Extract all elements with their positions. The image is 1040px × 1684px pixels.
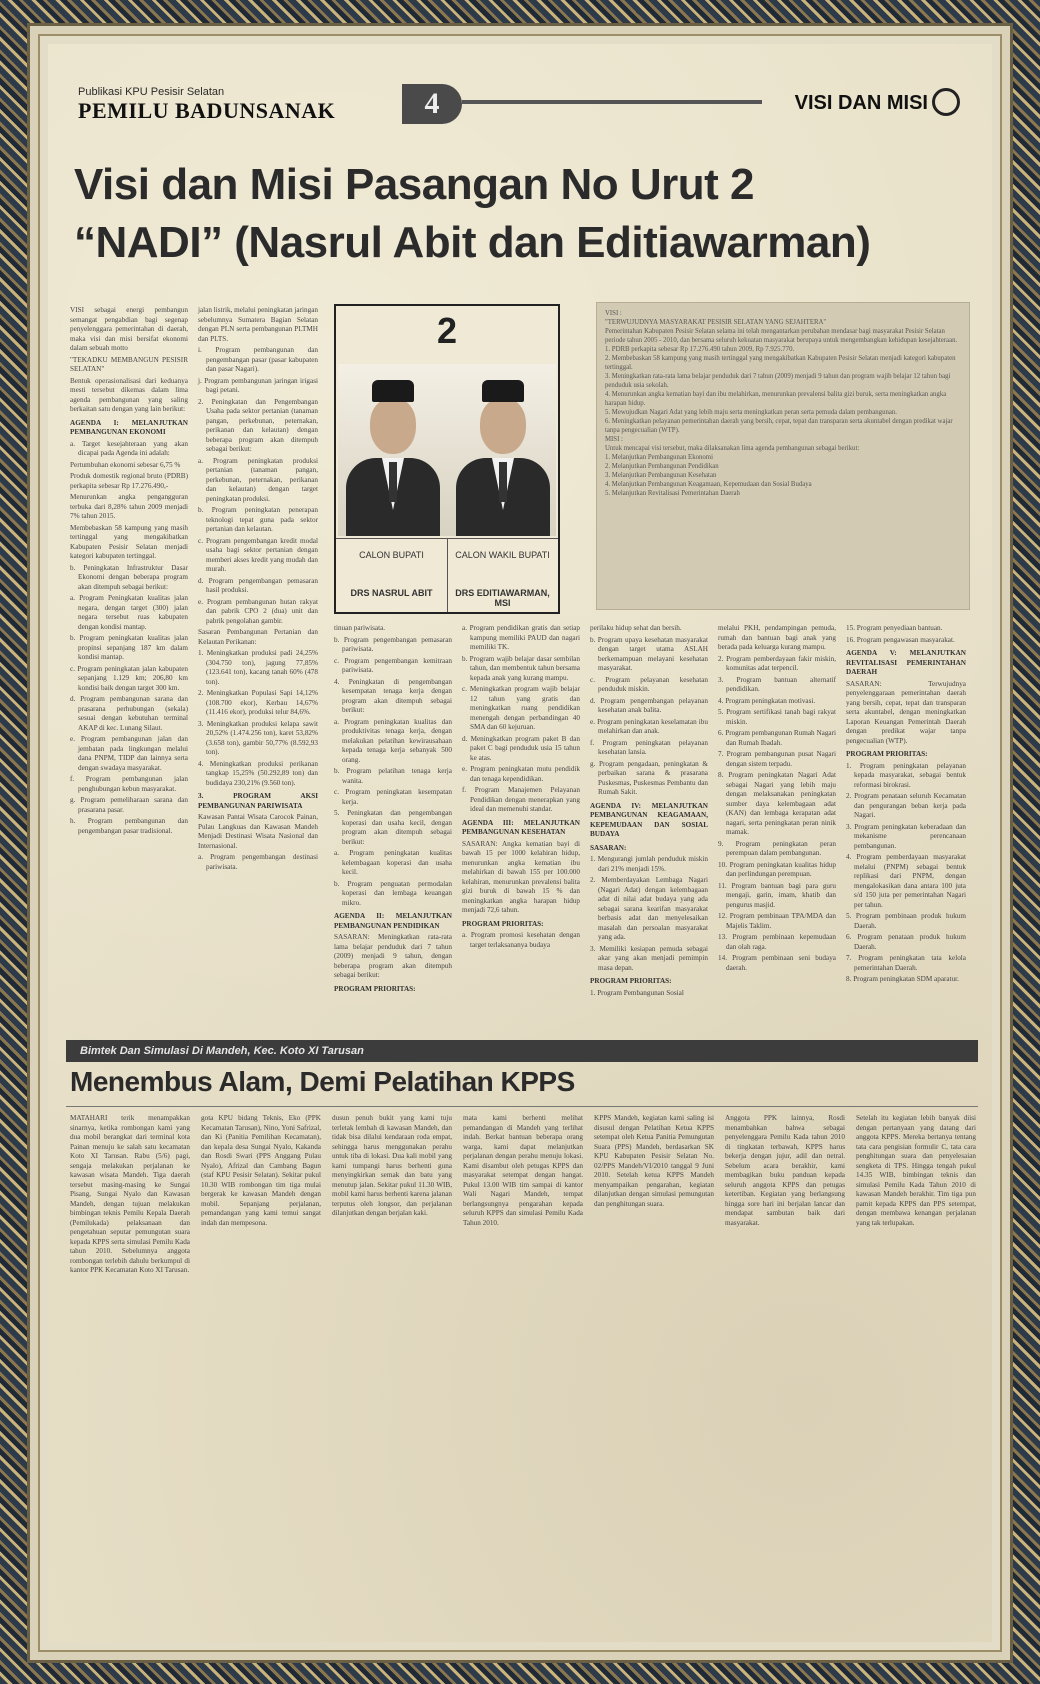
column-paragraph: b. Program peningkatan kualitas jalan propinsi sepanjang 187 km dalam kondisi mantap. <box>70 634 188 661</box>
column-paragraph: 1. Program peningkatan pelayanan kepada masyarakat, sebagai bentuk reformasi birokrasi. <box>846 761 966 789</box>
column-paragraph: jalan listrik, melalui peningkatan jaringan sebelumnya Sumatera Bagian Selatan dengan PLN serta pembangunan PLTMH dan PLTS. <box>198 306 318 343</box>
column-subheading: PROGRAM PRIORITAS: <box>590 977 672 985</box>
publisher-line: Publikasi KPU Pesisir Selatan <box>78 86 225 98</box>
column-paragraph: 2. Meningkatkan Populasi Sapi 14,12% (108.700 ekor), Kerbau 14,67% (11.416 ekor), produksi telur 84,6%. <box>198 689 318 716</box>
article2-column <box>725 1114 845 1614</box>
column-subheading: AGENDA IV: MELANJUTKAN PEMBANGUNAN KEAGAMAAN, KEPEMUDAAN DAN SOSIAL BUDAYA <box>590 801 708 838</box>
column-subheading: MISI : <box>605 436 623 443</box>
column-paragraph: 10. Program peningkatan kualitas hidup dan perlindungan perempuan. <box>718 860 836 878</box>
role-wakil-bupati: CALON WAKIL BUPATI <box>455 550 550 560</box>
column-paragraph: Sasaran Pembangunan Pertanian dan Kelautan Perikanan: <box>198 628 318 646</box>
column-paragraph: 6. Meningkatkan pelayanan pemerintahan daerah yang bersih, cepat, tepat dan transparan serta akuntabel dengan predikat wajar tanpa pengecualian (WTP). <box>605 418 953 434</box>
column-paragraph: 2. Program pemberdayaan fakir miskin, komunitas adat terpencil. <box>718 654 836 672</box>
column-paragraph: 1. Meningkatkan produksi padi 24,25% (304.750 ton), jagung 77,85% (123.641 ton), kacang tanah 60% (478 ton). <box>198 649 318 686</box>
column-paragraph: e. Program peningkatan mutu pendidik dan tenaga kependidikan. <box>462 765 580 783</box>
column-paragraph: 4. Peningkatan di pengembangan kesempatan tenaga kerja dengan program akan ditempuh sebagai berikut: <box>334 677 452 714</box>
column-paragraph: 5. Peningkatan dan pengembangan koperasi dan usaha kecil, dengan program akan ditempuh sebagai berikut: <box>334 809 452 846</box>
column-paragraph: 8. Program peningkatan SDM aparatur. <box>846 975 959 983</box>
column-paragraph: e. Program pembangunan hutan rakyat dan pabrik CPO 2 (dua) unit dan pabrik pengolahan gambir. <box>198 597 318 625</box>
column-subheading: VISI : <box>605 310 622 317</box>
page-number: 4 <box>402 84 462 124</box>
column-paragraph: g. Program pengadaan, peningkatan & perbaikan sarana & prasarana Puskesmas, Puskesmas Pembantu dan Rumah Sakit. <box>590 759 708 796</box>
column-paragraph: a. Program peningkatan produksi pertanian (tanaman pangan, perkebunan, peternakan, perikanan dan kelautan) dengan target peningkatan produksi. <box>198 456 318 503</box>
column-subheading: PROGRAM PRIORITAS: <box>846 750 928 758</box>
column-paragraph: a. Program Peningkatan kualitas jalan negara, dengan target (300) jalan negara tersebut ruas kabupaten dengan kondisi mantap. <box>70 594 188 631</box>
article2-kicker: Bimtek Dan Simulasi Di Mandeh, Kec. Koto XI Tarusan <box>66 1040 978 1062</box>
column-paragraph: b. Peningkatan Infrastruktur Dasar Ekonomi dengan beberapa program akan ditempuh sebagai berikut: <box>70 563 188 591</box>
column-paragraph: Anggota PPK lainnya, Rosdi menambahkan bahwa sebagai penyelenggara Pemilu Kada tahun 2010 di tingkatan terbawah, KPPS harus bekerja dengan jujur, adil dan netral. Sebelum acara berakhir, kami membagikan buku panduan kepada seluruh anggota KPPS dan petugas ketertiban. Kegiatan yang berlangsung hingga sore hari ini berjalan lancar dan mendapat sambutan baik dari masyarakat. <box>725 1114 845 1227</box>
name-wakil-bupati: DRS EDITIAWARMAN, MSI <box>455 588 550 608</box>
column-paragraph: SASARAN: Meningkatkan rata-rata lama belajar penduduk dari 7 tahun (2009) menjadi 9 tahun, dengan beberapa program akan ditempuh sebagai berikut: <box>334 933 452 979</box>
column-paragraph: d. Program pembangunan sarana dan prasarana perhubungan (sekala) sesuai dengan kebutuhan terminal AKAP di kec. Lunang Silaut. <box>70 695 188 732</box>
column-paragraph: a. Program peningkatan kualitas dan produktivitas tenaga kerja, dengan melakukan pelatihan kewirausahaan kepada tenaga kerja sebanyak 500 orang. <box>334 717 452 764</box>
column-paragraph: Untuk mencapai visi tersebut, maka dilaksanakan lima agenda pembangunan sebagai berikut: <box>605 445 860 452</box>
article-column-4 <box>462 624 580 1029</box>
column-paragraph: 5. Mewujudkan Nagari Adat yang lebih maju serta meningkatkan peran serta pemuda dalam pembangunan. <box>605 409 897 416</box>
article-column-7 <box>846 624 966 1029</box>
article2-column <box>463 1114 583 1614</box>
candidate-photo <box>338 364 556 536</box>
column-paragraph: b. Program pelatihan tenaga kerja wanita. <box>334 767 452 785</box>
column-paragraph: 4. Melanjutkan Pembangunan Keagamaan, Kepemudaan dan Sosial Budaya <box>605 481 812 488</box>
column-paragraph: 15. Program penyediaan bantuan. <box>846 624 943 632</box>
column-paragraph: e. Program peningkatan keselamatan ibu melahirkan dan anak. <box>590 717 708 735</box>
candidate-photo-box <box>334 304 560 614</box>
column-paragraph: 14. Program pembinaan seni budaya daerah. <box>718 954 836 972</box>
column-paragraph: c. Program peningkatan jalan kabupaten sepanjang 1.129 km; 206,80 km kondisi baik dengan target 300 km. <box>70 664 188 692</box>
column-paragraph: b. Program peningkatan penerapan teknologi tepat guna pada sektor pertanian dan kelautan. <box>198 506 318 533</box>
column-paragraph: c. Program peningkatan kesempatan kerja. <box>334 788 452 806</box>
column-paragraph: dusun penuh bukit yang kami tuju terletak lembah di kawasan Mandeh, dan tidak bisa dilalui kendaraan roda empat, sehingga harus menggunakan perahu untuk tiba di lokasi. Dua kali mobil yang kami tumpangi harus berhenti guna menyingkirkan semak dan batu yang menutup jalan. Sekitar pukul 11.30 WIB, mobil kami harus berhenti karena jalanan terputus oleh longsor, dan perjalanan dilanjutkan dengan berjalan kaki. <box>332 1114 452 1217</box>
column-paragraph: 1. Melanjutkan Pembangunan Ekonomi <box>605 454 713 461</box>
column-paragraph: 4. Menurunkan angka kematian bayi dan ibu melahirkan, menurunkan prevalensi balita gizi buruk, serta meningkatkan angka harapan hidup. <box>605 391 947 407</box>
kpu-logo-icon <box>932 88 960 116</box>
column-paragraph: 6. Program penataan produk hukum Daerah. <box>846 933 966 951</box>
masthead <box>78 84 968 128</box>
column-paragraph: 2. Program penataan seluruh Kecamatan dan pengurangan beban kerja pada Nagari. <box>846 792 966 819</box>
column-paragraph: Pertumbuhan ekonomi sebesar 6,75 % <box>70 460 181 469</box>
column-paragraph: 3. Memiliki kesiapan pemuda sebagai akar yang akan menjadi pemimpin masa depan. <box>590 944 708 972</box>
column-paragraph: a. Target kesejahteraan yang akan dicapai pada Agenda ini adalah: <box>70 439 188 457</box>
headline-line-1: Visi dan Misi Pasangan No Urut 2 <box>74 160 755 209</box>
column-paragraph: 2. Membebaskan 58 kampung yang masih tertinggal yang mengakibatkan Kabupaten Pesisir Selatan menjadi kategori kabupaten tertinggal. <box>605 355 956 371</box>
column-paragraph: 1. Mengurangi jumlah penduduk miskin dari 21% menjadi 15%. <box>590 855 708 873</box>
article2-column <box>70 1114 190 1614</box>
column-paragraph: 2. Memberdayakan Lembaga Nagari (Nagari Adat) dengan kelembagaan adat di nilai adat budaya yang ada sebagai sarana kearifan masyarakat berbasis adat dan menyelesaikan masalah dan persoalan masyarakat yang ada. <box>590 876 708 941</box>
column-paragraph: Membebaskan 58 kampung yang masih tertinggal yang mengakibatkan Kabupaten Pesisir Selatan menjadi kategori kabupaten tertinggal. <box>70 523 188 560</box>
column-paragraph: f. Program peningkatan pelayanan kesehatan lansia. <box>590 738 708 756</box>
column-paragraph: 7. Program pembangunan pusat Nagari dengan sistem terpadu. <box>718 750 836 768</box>
headline-line-2: “NADI” (Nasrul Abit dan Editiawarman) <box>74 218 871 267</box>
column-paragraph: c. Program pengembangan kredit modal usaha bagi sektor pertanian dengan memberi akses kredit yang mudah dan murah. <box>198 536 318 573</box>
column-subheading: 3. PROGRAM AKSI PEMBANGUNAN PARIWISATA <box>198 792 318 810</box>
column-paragraph: 7. Program peningkatan tata kelola pemerintahan Daerah. <box>846 954 966 972</box>
column-paragraph: c. Program pengembangan kemitraan pariwisata. <box>334 656 452 674</box>
article2-column <box>856 1114 976 1614</box>
column-subheading: AGENDA III: MELANJUTKAN PEMBANGUNAN KESEHATAN <box>462 818 580 836</box>
candidate-number: 2 <box>436 310 458 351</box>
column-paragraph: f. Program pembangunan jalan penghubungan kebun masyarakat. <box>70 775 188 793</box>
column-paragraph: 3. Meningkatkan produksi kelapa sawit 20,52% (1.474.256 ton), karet 53,82% (3.658 ton), gambir 50,77% (8.592,93 ton). <box>198 719 318 756</box>
column-paragraph: 9. Program peningkatan peran perempuan dalam pembangunan. <box>718 839 836 857</box>
column-paragraph: a. Program peningkatan kualitas kelembagaan koperasi dan usaha kecil. <box>334 849 452 876</box>
column-paragraph: 4. Meningkatkan produksi perikanan tangkap 15,25% (50.292,89 ton) dan budidaya 230,21% (9.560 ton). <box>198 759 318 787</box>
column-paragraph: b. Program pengembangan pemasaran pariwisata. <box>334 635 452 653</box>
column-paragraph: j. Program pembangunan jaringan irigasi bagi petani. <box>198 376 318 394</box>
column-paragraph: VISI sebagai energi pembangun semangat pengabdian bagi segenap penyelenggara pemerintahan di daerah, maka visi dan misi bersifat ekonomi dalam sebuah motto <box>70 306 188 352</box>
column-paragraph: 2. Peningkatan dan Pengembangan Usaha pada sektor pertanian (tanaman pangan, perkebunan, peternakan, perikanan dan kelautan) dengan beberapa program akan ditempuh sebagai berikut: <box>198 397 318 453</box>
column-paragraph: "TERWUJUDNYA MASYARAKAT PESISIR SELATAN YANG SEJAHTERA" <box>605 319 827 326</box>
column-subheading: PROGRAM PRIORITAS: <box>334 984 416 993</box>
candidate-wakil-figure <box>452 380 552 536</box>
column-paragraph: 3. Meningkatkan rata-rata lama belajar penduduk dari 7 tahun (2009) menjadi 9 tahun dan program wajib belajar 12 tahun bagi penduduk usia sekolah. <box>605 373 951 389</box>
column-paragraph: 11. Program bantuan bagi para guru mengaji, garin, imam, khatib dan pengurus masjid. <box>718 881 836 909</box>
column-paragraph: 12. Program pembinaan TPA/MDA dan Majelis Taklim. <box>718 912 836 930</box>
column-subheading: PROGRAM PRIORITAS: <box>462 919 544 928</box>
role-bupati: CALON BUPATI <box>359 550 424 560</box>
article2-rule <box>66 1106 978 1107</box>
column-paragraph: 3. Program bantuan alternatif pendidikan. <box>718 675 836 693</box>
article2-column <box>201 1114 321 1614</box>
column-paragraph: 5. Program sertifikasi tanah bagi rakyat miskin. <box>718 708 836 726</box>
column-paragraph: 5. Program pembinaan produk hukum Daerah. <box>846 912 966 930</box>
visi-misi-box <box>596 302 970 610</box>
column-paragraph: Pemerintahan Kabupaten Pesisir Selatan selama ini telah mengantarkan perubahan mendasar bagi masyarakat Pesisir Selatan periode tahun 2005 - 2010, dan bersama seluruh kekuatan masyarakat berupaya untuk mengembangkan kehidupan kesejahteraan. <box>605 328 958 344</box>
column-paragraph: b. Program penguatan permodalan koperasi dan lembaga keuangan mikro. <box>334 879 452 907</box>
column-paragraph: 3. Melanjutkan Pembangunan Kesehatan <box>605 472 717 479</box>
column-paragraph: a. Program pendidikan gratis dan setiap kampung memiliki PAUD dan nagari memiliki TK. <box>462 624 580 651</box>
column-paragraph: "TEKADKU MEMBANGUN PESISIR SELATAN" <box>70 355 188 373</box>
article-column-3 <box>334 624 452 1029</box>
column-paragraph: tinuan pariwisata. <box>334 624 386 632</box>
column-subheading: AGENDA II: MELANJUTKAN PEMBANGUNAN PENDIDIKAN <box>334 912 452 930</box>
column-paragraph: e. Program pembangunan jalan dan jembatan pada lingkungan melalui dana PNPM, TIDP dan lainnya serta dengan swadaya masyarakat. <box>70 735 188 772</box>
column-paragraph: mata kami berhenti melihat pemandangan di Mandeh yang terlihat indah. Berkat bantuan beberapa orang warga, kami dapat melanjutkan perjalanan dengan perahu menuju lokasi. Kami disambut oleh petugas KPPS dan masyarakat setempat dengan hangat. Pukul 13.00 WIB tim sampai di kantor Wali Nagari Mandeh, tempat berlangsungnya pengarahan kepada seluruh KPPS dan simulasi Pemilu Kada Tahun 2010. <box>463 1114 583 1227</box>
column-paragraph: gota KPU bidang Teknis, Eko (PPK Kecamatan Tarusan), Nino, Yoni Safrizal, dan Ki (Panitia Pemilihan Kecamatan), dan kepala desa Sungai Nyalo, Kakanda dan Rosdi Swari (PPS Anggang Pulau Nyalo), Afrizal dan Cambang Bagun (staf KPU Pesisir Selatan). Sekitar pukul 10.30 WIB rombongan tim tiga mulai bergerak ke kawasan Mandeh dengan mobil. Sepanjang perjalanan, pemandangan yang kami temui sangat indah dan mempesona. <box>201 1114 321 1227</box>
column-paragraph: d. Meningkatkan program paket B dan paket C bagi penduduk usia 15 tahun ke atas. <box>462 734 580 762</box>
article-column-6 <box>718 624 836 1029</box>
column-paragraph: d. Program pengembangan pemasaran hasil produksi. <box>198 576 318 594</box>
column-paragraph: 16. Program pengawasan masyarakat. <box>846 635 955 644</box>
column-subheading: SASARAN: <box>590 843 627 852</box>
name-bupati: DRS NASRUL ABIT <box>350 588 433 598</box>
column-paragraph: 6. Program pembangunan Rumah Nagari dan Rumah Ibadah. <box>718 729 836 747</box>
article2-column <box>332 1114 452 1614</box>
masthead-rule <box>462 100 762 104</box>
column-paragraph: a. Program promosi kesehatan dengan target terlaksananya budaya <box>462 931 580 949</box>
newspaper-page <box>48 44 992 1642</box>
column-paragraph: b. Program wajib belajar dasar sembilan tahun, dan membentuk tahun bersama kepada anak yang kurang mampu. <box>462 654 580 682</box>
column-paragraph: 2. Melanjutkan Pembangunan Pendidikan <box>605 463 719 470</box>
article-column-2 <box>198 306 318 1026</box>
article2-headline: Menembus Alam, Demi Pelatihan KPPS <box>70 1066 575 1097</box>
column-paragraph: a. Program pengembangan destinasi pariwisata. <box>198 853 318 871</box>
column-paragraph: f. Program Manajemen Pelayanan Pendidikan dengan menerapkan yang ideal dan memenuhi standar. <box>462 786 580 813</box>
column-paragraph: perilaku hidup sehat dan bersih. <box>590 624 682 632</box>
column-paragraph: g. Program pemeliharaan sarana dan prasarana pasar. <box>70 796 188 814</box>
column-paragraph: SASARAN: Terwujudnya penyelenggaraan pemerintahan daerah yang bersih, cepat, tepat dan transparan serta akuntabel, dengan meningkatkan Laporan Keuangan Pemerintah Daerah dengan predikat wajar tanpa pengecualian (WTP). <box>846 679 966 745</box>
column-paragraph: Setelah itu kegiatan lebih banyak diisi dengan pertanyaan yang datang dari anggota KPPS. Mereka bertanya tentang tata cara pengisian formulir C, tata cara penghitungan suara dan penyelesaian sengketa di TPS. Hingga tengah pukul 14.35 WIB, bimbingan teknis dan simulasi Pemilu Kada Tahun 2010 di kawasan Mandeh berakhir. Tim tiga pun pamit kepada KPPS dan PPS setempat, dengan membawa kenangan perjalanan yang tak terlupakan. <box>856 1114 976 1227</box>
column-paragraph: h. Program pembangunan dan pengembangan pasar tradisional. <box>70 817 188 835</box>
column-paragraph: 4. Program pemberdayaan masyarakat melalui (PNPM) sebagai bentuk replikasi dari PNPM, dengan mengalokasikan dana antara 100 juta s/d 150 juta per pemerintahan Nagari per tahun. <box>846 853 966 909</box>
section-label: VISI DAN MISI <box>794 92 928 114</box>
column-paragraph: KPPS Mandeh, kegiatan kami saling isi disusul dengan Pelatihan Ketua KPPS setempat oleh Ketua Panitia Pemungutan Suara (PPS) Mandeh, berdasarkan SK KPU Kabupaten Pesisir Selatan No. 02/PPS Mandeh/VI/2010 tanggal 9 Juni 2010. Setelah ketua KPPS Mandeh menyampaikan pengarahan, kegiatan dilanjutkan dengan simulasi pemungutan dan penghitungan suara. <box>594 1114 714 1208</box>
column-paragraph: 4. Program peningkatan motivasi. <box>718 696 816 705</box>
article-column-1 <box>70 306 188 1026</box>
publication-name: PEMILU BADUNSANAK <box>78 98 336 123</box>
candidate-bupati-figure <box>342 380 442 536</box>
article-column-5 <box>590 624 708 1029</box>
column-paragraph: i. Program pembangunan dan pengembangan pasar (pasar kabupaten dan pasar Nagari). <box>198 346 318 373</box>
column-paragraph: 1. Program Pembangunan Sosial <box>590 988 684 997</box>
column-paragraph: melalui PKH, pendampingan pemuda, rumah dan bantuan bagi anak yang berada pada keluarga kurang mampu. <box>718 624 836 651</box>
article2-column <box>594 1114 714 1614</box>
column-paragraph: 5. Melanjutkan Revitalisasi Pemerintahan Daerah <box>605 490 740 497</box>
column-paragraph: c. Meningkatkan program wajib belajar 12 tahun yang gratis dan meningkatkan ruang pendidikan menengah dengan perbandingan 40 SMA dan 60 kejuruan. <box>462 685 580 731</box>
column-paragraph: d. Program pengembangan pelayanan kesehatan anak balita. <box>590 696 708 714</box>
column-paragraph: Bentuk operasionalisasi dari keduanya mesti tersebut dikemas dalam lima agenda pembangunan yang saling berkaitan satu dengan yang lain berikut: <box>70 376 188 413</box>
column-paragraph: Menurunkan angka pengangguran terbuka dari 8,28% tahun 2009 menjadi 7% tahun 2015. <box>70 493 188 520</box>
column-paragraph: MATAHARI terik menampakkan sinarnya, ketika rombongan kami yang dua mobil berangkat dari terminal kota Painan menuju ke salah satu kecamatan Koto XI Tarusan. Rabu (5/6) pagi, sengaja melakukan perjalanan ke kawasan wisata Mandeh. Tiga daerah tersebut masing-masing ke Sungai Pisang, Sungai Nyalo dan Kawasan Mandeh, dengan tujuan melakukan bimbingan teknis Pemilu Kepala Daerah (Pemilukada) pelaksanaan dan pengetahuan seputar pemungutan suara kepada KPPS serta simulasi Pemilu Kada tahun 2010. Sebelumnya anggota rombongan terlebih dahulu berkumpul di kantor PPK Kecamatan Koto XI Tarusan. <box>70 1114 190 1274</box>
column-paragraph: Kawasan Pantai Wisata Carocok Painan, Pulau Langkuas dan Kawasan Mandeh Menjadi Destinasi Wisata Nasional dan Internasional. <box>198 813 318 850</box>
column-paragraph: c. Program pelayanan kesehatan penduduk miskin. <box>590 675 708 693</box>
column-subheading: AGENDA I: MELANJUTKAN PEMBANGUNAN EKONOMI <box>70 418 188 436</box>
column-paragraph: 1. PDRB perkapita sebesar Rp 17.276.490 tahun 2009, Rp 7.925.770. <box>605 346 795 353</box>
column-paragraph: 8. Program peningkatan Nagari Adat sebagai Nagari yang lebih maju dengan melaksanakan peningkatan sumber daya kelembagaan adat (KAN) dan lembaga kerapatan adat nagari, serta peningkatan peran ninik mamak. <box>718 771 836 836</box>
main-headline <box>74 156 974 272</box>
column-paragraph: b. Program upaya kesehatan masyarakat dengan target utama ASLAH berkemampuan melayani kesehatan masyarakat. <box>590 635 708 672</box>
column-paragraph: SASARAN: Angka kematian bayi di bawah 15 per 1000 kelahiran hidup, menurunkan angka kematian ibu melahirkan di bawah 155 per 100.000 kelahiran, menurunkan prevalensi balita gizi buruk di bawah 15 % dan meningkatkan angka harapan hidup menjadi 72,6 tahun. <box>462 839 580 914</box>
column-paragraph: 3. Program peningkatan keberadaan dan mekanisme perencanaan pembangunan. <box>846 822 966 850</box>
column-subheading: AGENDA V: MELANJUTKAN REVITALISASI PEMERINTAHAN DAERAH <box>846 649 966 676</box>
column-paragraph: Produk domestik regional bruto (PDRB) perkapita sebesar Rp 17.276.490,- <box>70 472 188 490</box>
column-paragraph: 13. Program pembinaan kepemudaan dan olah raga. <box>718 933 836 951</box>
